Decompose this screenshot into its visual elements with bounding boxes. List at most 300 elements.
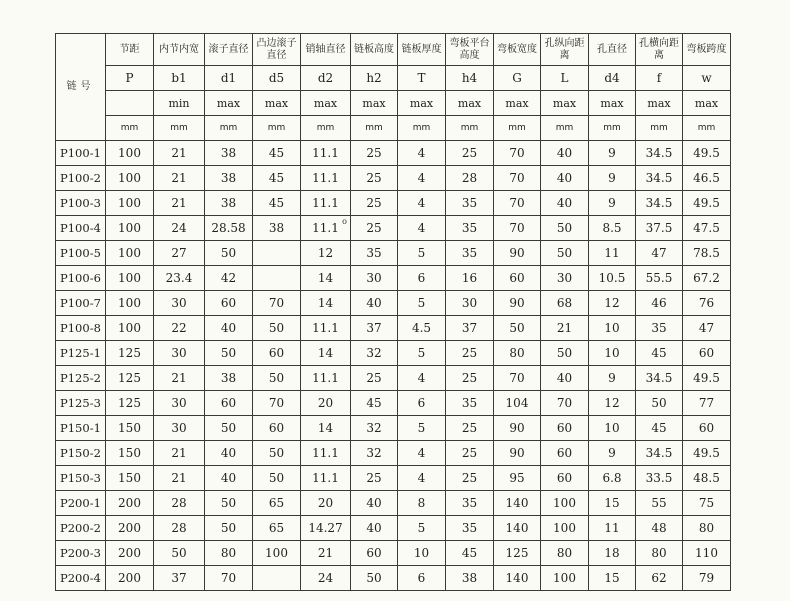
table-row [56, 291, 731, 316]
value-cell: 14.27 [301, 516, 351, 541]
value-cell [253, 241, 301, 266]
value-cell: 79 [683, 566, 731, 591]
value-cell: 28 [154, 491, 205, 516]
value-cell: 65 [253, 491, 301, 516]
chain-code-cell: P100-5 [56, 241, 106, 266]
column-unit: mm [301, 116, 351, 141]
value-cell: 40 [541, 141, 589, 166]
table-row [56, 466, 731, 491]
value-cell: 45 [351, 391, 398, 416]
column-symbol: L [541, 66, 589, 91]
column-symbol: d4 [589, 66, 636, 91]
column-limit: max [301, 91, 351, 116]
value-cell: 15 [589, 491, 636, 516]
value-cell: 65 [253, 516, 301, 541]
value-cell: 23.4 [154, 266, 205, 291]
chain-code-cell: P125-1 [56, 341, 106, 366]
value-cell: 125 [106, 391, 154, 416]
value-cell: 47.5 [683, 216, 731, 241]
value-cell: 35 [446, 241, 494, 266]
value-cell: 70 [253, 391, 301, 416]
value-cell: 30 [154, 391, 205, 416]
value-cell: 60 [205, 291, 253, 316]
value-cell: 55 [636, 491, 683, 516]
value-cell: 21 [154, 466, 205, 491]
value-cell: 40 [351, 291, 398, 316]
column-unit: mm [446, 116, 494, 141]
chain-code-cell: P100-4 [56, 216, 106, 241]
value-cell: 47 [683, 316, 731, 341]
value-cell: 60 [683, 341, 731, 366]
value-cell: 125 [106, 366, 154, 391]
value-cell: 35 [636, 316, 683, 341]
value-cell: 37 [351, 316, 398, 341]
value-cell: 10 [589, 341, 636, 366]
chain-code-cell: P100-8 [56, 316, 106, 341]
header-row-unit [56, 116, 731, 141]
value-cell: 60 [205, 391, 253, 416]
value-cell: 60 [494, 266, 541, 291]
value-cell: 25 [446, 366, 494, 391]
value-cell: 5 [398, 416, 446, 441]
value-cell: 25 [446, 416, 494, 441]
value-cell: 6 [398, 391, 446, 416]
value-cell: 37 [154, 566, 205, 591]
value-cell: 50 [541, 216, 589, 241]
value-cell: 80 [636, 541, 683, 566]
column-limit: max [494, 91, 541, 116]
value-cell: 90 [494, 291, 541, 316]
value-cell: 50 [205, 341, 253, 366]
value-cell: 38 [446, 566, 494, 591]
value-cell: 16 [446, 266, 494, 291]
value-cell: 21 [301, 541, 351, 566]
value-cell: 34.5 [636, 191, 683, 216]
value-cell: 125 [494, 541, 541, 566]
value-cell: 37 [446, 316, 494, 341]
column-unit: mm [106, 116, 154, 141]
value-cell: 11.1 [301, 316, 351, 341]
value-cell: 46.5 [683, 166, 731, 191]
column-unit: mm [205, 116, 253, 141]
column-unit: mm [351, 116, 398, 141]
column-limit: max [589, 91, 636, 116]
column-unit: mm [154, 116, 205, 141]
value-cell: 11 [589, 516, 636, 541]
value-cell: 21 [154, 141, 205, 166]
value-cell: 200 [106, 541, 154, 566]
column-symbol: T [398, 66, 446, 91]
value-cell: 42 [205, 266, 253, 291]
value-cell: 25 [351, 191, 398, 216]
value-cell: 35 [446, 216, 494, 241]
column-limit: max [636, 91, 683, 116]
table-row [56, 516, 731, 541]
value-cell: 21 [154, 441, 205, 466]
value-cell: 100 [541, 516, 589, 541]
value-cell: 6 [398, 266, 446, 291]
value-cell: 60 [351, 541, 398, 566]
column-limit [106, 91, 154, 116]
chain-code-cell: P100-3 [56, 191, 106, 216]
value-cell: 5 [398, 241, 446, 266]
column-symbol: d1 [205, 66, 253, 91]
value-cell: 10.5 [589, 266, 636, 291]
value-cell: 4 [398, 216, 446, 241]
chain-code-cell: P100-1 [56, 141, 106, 166]
chain-code-cell: P150-2 [56, 441, 106, 466]
value-cell: 60 [541, 466, 589, 491]
column-limit: max [446, 91, 494, 116]
column-symbol: h4 [446, 66, 494, 91]
value-cell: 150 [106, 441, 154, 466]
value-cell: 95 [494, 466, 541, 491]
value-cell: 25 [351, 141, 398, 166]
table-row [56, 241, 731, 266]
value-cell: 9 [589, 366, 636, 391]
value-cell: 50 [541, 341, 589, 366]
value-cell: 200 [106, 516, 154, 541]
column-unit: mm [494, 116, 541, 141]
value-cell: 50 [253, 441, 301, 466]
value-cell: 5 [398, 291, 446, 316]
value-cell: 25 [446, 466, 494, 491]
value-cell: 25 [446, 441, 494, 466]
value-cell: 45 [253, 166, 301, 191]
value-cell: 100 [541, 566, 589, 591]
value-cell: 40 [541, 166, 589, 191]
chain-spec-table [55, 33, 731, 591]
chain-code-cell: P200-1 [56, 491, 106, 516]
value-cell: 45 [636, 416, 683, 441]
value-cell: 90 [494, 416, 541, 441]
value-cell: 30 [351, 266, 398, 291]
table-row [56, 191, 731, 216]
value-cell: 35 [446, 191, 494, 216]
value-cell: 9 [589, 191, 636, 216]
value-cell: 22 [154, 316, 205, 341]
value-cell: 25 [446, 141, 494, 166]
value-cell: 4 [398, 466, 446, 491]
column-limit: min [154, 91, 205, 116]
value-cell: 70 [205, 566, 253, 591]
value-cell: 14 [301, 266, 351, 291]
value-cell: 40 [205, 441, 253, 466]
value-cell: 50 [541, 241, 589, 266]
value-cell: 60 [253, 416, 301, 441]
value-cell: 32 [351, 441, 398, 466]
value-cell: 48 [636, 516, 683, 541]
value-cell: 33.5 [636, 466, 683, 491]
value-cell: 150 [106, 416, 154, 441]
value-cell: 45 [253, 141, 301, 166]
value-cell: 11.1 [301, 191, 351, 216]
column-limit: max [683, 91, 731, 116]
column-name: 弯板宽度 [494, 34, 541, 66]
value-cell: 49.5 [683, 441, 731, 466]
column-symbol: P [106, 66, 154, 91]
value-cell: 37.5 [636, 216, 683, 241]
column-limit: max [253, 91, 301, 116]
value-cell: 5 [398, 516, 446, 541]
value-cell: 200 [106, 491, 154, 516]
value-cell: 70 [494, 191, 541, 216]
value-cell: 70 [494, 366, 541, 391]
value-cell: 50 [205, 491, 253, 516]
value-cell: 200 [106, 566, 154, 591]
column-unit: mm [636, 116, 683, 141]
value-cell: 50 [351, 566, 398, 591]
value-cell: 50 [205, 241, 253, 266]
value-cell: 140 [494, 566, 541, 591]
value-cell: 80 [683, 516, 731, 541]
value-cell: 9 [589, 166, 636, 191]
value-cell: 35 [446, 491, 494, 516]
column-limit: max [398, 91, 446, 116]
value-cell: 11.1 [301, 466, 351, 491]
value-cell: 25 [351, 466, 398, 491]
table-row [56, 491, 731, 516]
value-cell: 35 [446, 391, 494, 416]
column-name: 弯板平台高度 [446, 34, 494, 66]
value-cell: 140 [494, 491, 541, 516]
value-cell: 38 [205, 141, 253, 166]
chain-number-header: 链号 [56, 34, 106, 141]
value-cell: 48.5 [683, 466, 731, 491]
table-row [56, 416, 731, 441]
value-cell: 90 [494, 441, 541, 466]
value-cell: 100 [106, 316, 154, 341]
column-name: 节距 [106, 34, 154, 66]
value-cell: 21 [154, 366, 205, 391]
value-cell: 15 [589, 566, 636, 591]
chain-code-cell: P100-2 [56, 166, 106, 191]
column-name: 链板厚度 [398, 34, 446, 66]
value-cell: 49.5 [683, 191, 731, 216]
chain-code-cell: P200-2 [56, 516, 106, 541]
spec-table-wrapper [55, 33, 731, 591]
value-cell: 12 [301, 241, 351, 266]
value-cell: 49.5 [683, 141, 731, 166]
value-cell: 38 [253, 216, 301, 241]
header-row-symbol [56, 66, 731, 91]
value-cell: 140 [494, 516, 541, 541]
value-cell: 4 [398, 166, 446, 191]
value-cell: 30 [154, 341, 205, 366]
column-name: 链板高度 [351, 34, 398, 66]
value-cell: 125 [106, 341, 154, 366]
value-cell: 76 [683, 291, 731, 316]
value-cell: 25 [446, 341, 494, 366]
column-name: 孔横向距离 [636, 34, 683, 66]
value-cell: 45 [636, 341, 683, 366]
value-cell: 9 [589, 141, 636, 166]
value-cell: 100 [253, 541, 301, 566]
value-cell: 100 [106, 141, 154, 166]
value-cell: 27 [154, 241, 205, 266]
value-cell: 50 [253, 366, 301, 391]
value-cell: 30 [541, 266, 589, 291]
chain-code-cell: P100-6 [56, 266, 106, 291]
column-symbol: d5 [253, 66, 301, 91]
chain-code-cell: P125-2 [56, 366, 106, 391]
value-cell: 30 [154, 291, 205, 316]
column-limit: max [351, 91, 398, 116]
column-symbol: d2 [301, 66, 351, 91]
column-symbol: h2 [351, 66, 398, 91]
value-cell: 40 [205, 466, 253, 491]
value-cell: 11.1 o [301, 216, 351, 241]
chain-code-cell: P150-1 [56, 416, 106, 441]
value-cell: 55.5 [636, 266, 683, 291]
value-cell: 46 [636, 291, 683, 316]
value-cell: 100 [106, 241, 154, 266]
table-row [56, 316, 731, 341]
column-name: 内节内宽 [154, 34, 205, 66]
value-cell: 6 [398, 566, 446, 591]
table-row [56, 391, 731, 416]
value-cell: 4 [398, 441, 446, 466]
value-cell: 60 [683, 416, 731, 441]
value-cell: 60 [541, 441, 589, 466]
value-cell: 32 [351, 416, 398, 441]
value-cell: 50 [494, 316, 541, 341]
value-cell: 30 [446, 291, 494, 316]
value-cell: 8.5 [589, 216, 636, 241]
value-cell: 68 [541, 291, 589, 316]
value-cell: 70 [494, 216, 541, 241]
value-cell: 77 [683, 391, 731, 416]
column-symbol: b1 [154, 66, 205, 91]
table-row [56, 566, 731, 591]
value-cell: 50 [205, 416, 253, 441]
value-cell: 4 [398, 366, 446, 391]
value-cell: 28.58 [205, 216, 253, 241]
value-cell: 4 [398, 141, 446, 166]
value-cell: 11.1 [301, 166, 351, 191]
value-cell: 150 [106, 466, 154, 491]
value-cell: 9 [589, 441, 636, 466]
value-cell: 40 [205, 316, 253, 341]
value-cell: 14 [301, 291, 351, 316]
value-cell: 11.1 [301, 141, 351, 166]
value-cell: 8 [398, 491, 446, 516]
value-cell: 21 [154, 191, 205, 216]
value-cell: 28 [154, 516, 205, 541]
column-name: 销轴直径 [301, 34, 351, 66]
value-cell: 5 [398, 341, 446, 366]
value-cell: 50 [205, 516, 253, 541]
stray-mark: o [342, 217, 347, 226]
value-cell: 80 [541, 541, 589, 566]
value-cell: 110 [683, 541, 731, 566]
table-row [56, 266, 731, 291]
value-cell: 11.1 [301, 366, 351, 391]
value-cell: 11.1 [301, 441, 351, 466]
value-cell: 62 [636, 566, 683, 591]
value-cell: 34.5 [636, 441, 683, 466]
value-cell [253, 566, 301, 591]
value-cell: 70 [541, 391, 589, 416]
column-symbol: f [636, 66, 683, 91]
value-cell: 20 [301, 491, 351, 516]
value-cell: 50 [154, 541, 205, 566]
value-cell: 100 [106, 191, 154, 216]
value-cell: 12 [589, 291, 636, 316]
value-cell: 67.2 [683, 266, 731, 291]
value-cell: 21 [541, 316, 589, 341]
value-cell: 11 [589, 241, 636, 266]
value-cell: 24 [154, 216, 205, 241]
value-cell: 50 [253, 466, 301, 491]
value-cell: 70 [253, 291, 301, 316]
value-cell: 10 [589, 416, 636, 441]
value-cell: 40 [351, 516, 398, 541]
value-cell: 4 [398, 191, 446, 216]
column-unit: mm [589, 116, 636, 141]
value-cell: 60 [253, 341, 301, 366]
column-name: 滚子直径 [205, 34, 253, 66]
value-cell: 35 [446, 516, 494, 541]
table-row [56, 541, 731, 566]
value-cell: 38 [205, 366, 253, 391]
value-cell: 75 [683, 491, 731, 516]
header-row-name [56, 34, 731, 66]
value-cell: 28 [446, 166, 494, 191]
value-cell: 78.5 [683, 241, 731, 266]
value-cell: 14 [301, 341, 351, 366]
column-name: 凸边滚子直径 [253, 34, 301, 66]
column-symbol: w [683, 66, 731, 91]
value-cell: 80 [494, 341, 541, 366]
column-limit: max [205, 91, 253, 116]
column-unit: mm [253, 116, 301, 141]
table-row [56, 166, 731, 191]
value-cell: 100 [106, 266, 154, 291]
value-cell: 20 [301, 391, 351, 416]
value-cell: 12 [589, 391, 636, 416]
value-cell: 50 [253, 316, 301, 341]
value-cell: 70 [494, 141, 541, 166]
table-row [56, 141, 731, 166]
value-cell: 34.5 [636, 166, 683, 191]
value-cell: 10 [398, 541, 446, 566]
table-row [56, 216, 731, 241]
value-cell: 47 [636, 241, 683, 266]
value-cell: 49.5 [683, 366, 731, 391]
value-cell: 38 [205, 166, 253, 191]
value-cell: 6.8 [589, 466, 636, 491]
chain-code-cell: P125-3 [56, 391, 106, 416]
value-cell: 38 [205, 191, 253, 216]
header-row-limit [56, 91, 731, 116]
table-row [56, 366, 731, 391]
value-cell: 45 [446, 541, 494, 566]
value-cell: 60 [541, 416, 589, 441]
value-cell: 4.5 [398, 316, 446, 341]
value-cell: 25 [351, 366, 398, 391]
chain-code-cell: P200-3 [56, 541, 106, 566]
chain-code-cell: P200-4 [56, 566, 106, 591]
value-cell: 100 [106, 166, 154, 191]
value-cell: 24 [301, 566, 351, 591]
value-cell: 45 [253, 191, 301, 216]
value-cell: 40 [541, 191, 589, 216]
value-cell: 32 [351, 341, 398, 366]
value-cell: 100 [106, 291, 154, 316]
column-limit: max [541, 91, 589, 116]
column-unit: mm [398, 116, 446, 141]
